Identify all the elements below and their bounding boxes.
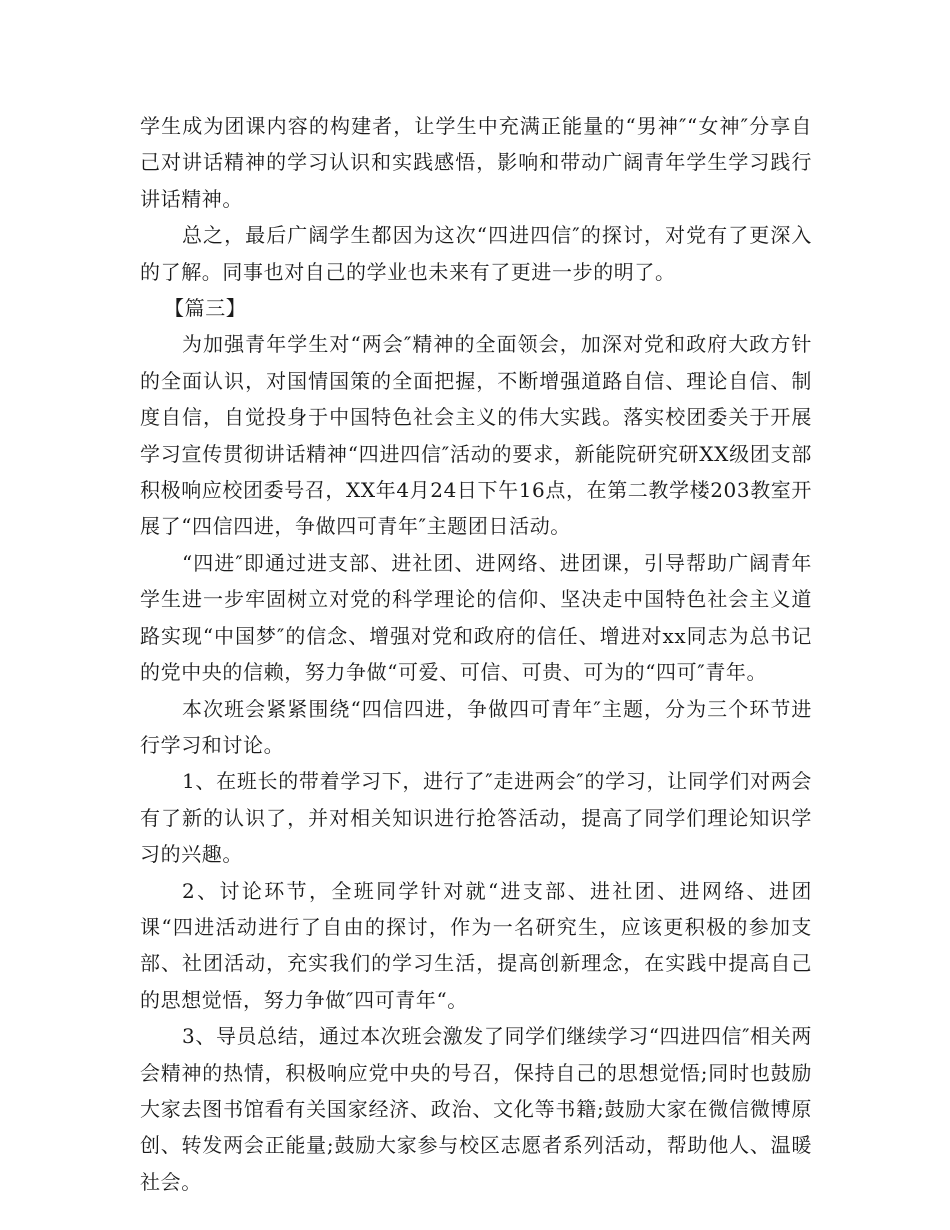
paragraph-meeting-theme: 本次班会紧紧围绕“四信四进，争做四可青年″主题，分为三个环节进行学习和讨论。	[140, 696, 812, 757]
paragraph-continuation: 学生成为团课内容的构建者，让学生中充满正能量的“男神″“女神″分享自己对讲话精神的学习认识和实践感悟，影响和带动广阔青年学生学习践行讲话精神。	[140, 114, 812, 211]
document-body	[140, 108, 812, 1200]
paragraph-item-3: 3、导员总结，通过本次班会激发了同学们继续学习“四进四信″相关两会精神的热情，积极响应党中央的号召，保持自己的思想觉悟;同时也鼓励大家去图书馆看有关国家经济、政治、文化等书籍;鼓励大家在微信微博原创、转发两会正能量;鼓励大家参与校区志愿者系列活动，帮助他人、温暖社会。	[140, 1024, 812, 1194]
paragraph-summary: 总之，最后广阔学生都因为这次“四进四信″的探讨，对党有了更深入的了解。同事也对自己的学业也未来有了更进一步的明了。	[140, 223, 812, 284]
section-heading: 【篇三】	[164, 296, 247, 321]
paragraph-item-1: 1、在班长的带着学习下，进行了″走进两会″的学习，让同学们对两会有了新的认识了，并对相关知识进行抢答活动，提高了同学们理论知识学习的兴趣。	[140, 769, 812, 867]
paragraph-item-2: 2、讨论环节，全班同学针对就“进支部、进社团、进网络、进团课“四进活动进行了自由的探讨，作为一名研究生，应该更积极的参加支部、社团活动，充实我们的学习生活，提高创新理念，在实践中提高自己的思想觉悟，努力争做″四可青年“。	[140, 878, 812, 1012]
paragraph-intro: 为加强青年学生对“两会″精神的全面领会，加深对党和政府大政方针的全面认识，对国情国策的全面把握，不断增强道路自信、理论自信、制度自信，自觉投身于中国特色社会主义的伟大实践。落实校团委关于开展学习宣传贯彻讲话精神“四进四信″活动的要求，新能院研究研XX级团支部积极响应校团委号召，XX年4月24日下午16点，在第二教学楼203教室开展了“四信四进，争做四可青年″主题团日活动。	[140, 332, 812, 539]
paragraph-four-advances: “四进″即通过进支部、进社团、进网络、进团课，引导帮助广阔青年学生进一步牢固树立对党的科学理论的信仰、坚决走中国特色社会主义道路实现“中国梦″的信念、增强对党和政府的信任、增进对xx同志为总书记的党中央的信赖，努力争做“可爱、可信、可贵、可为的“四可″青年。	[140, 550, 812, 685]
